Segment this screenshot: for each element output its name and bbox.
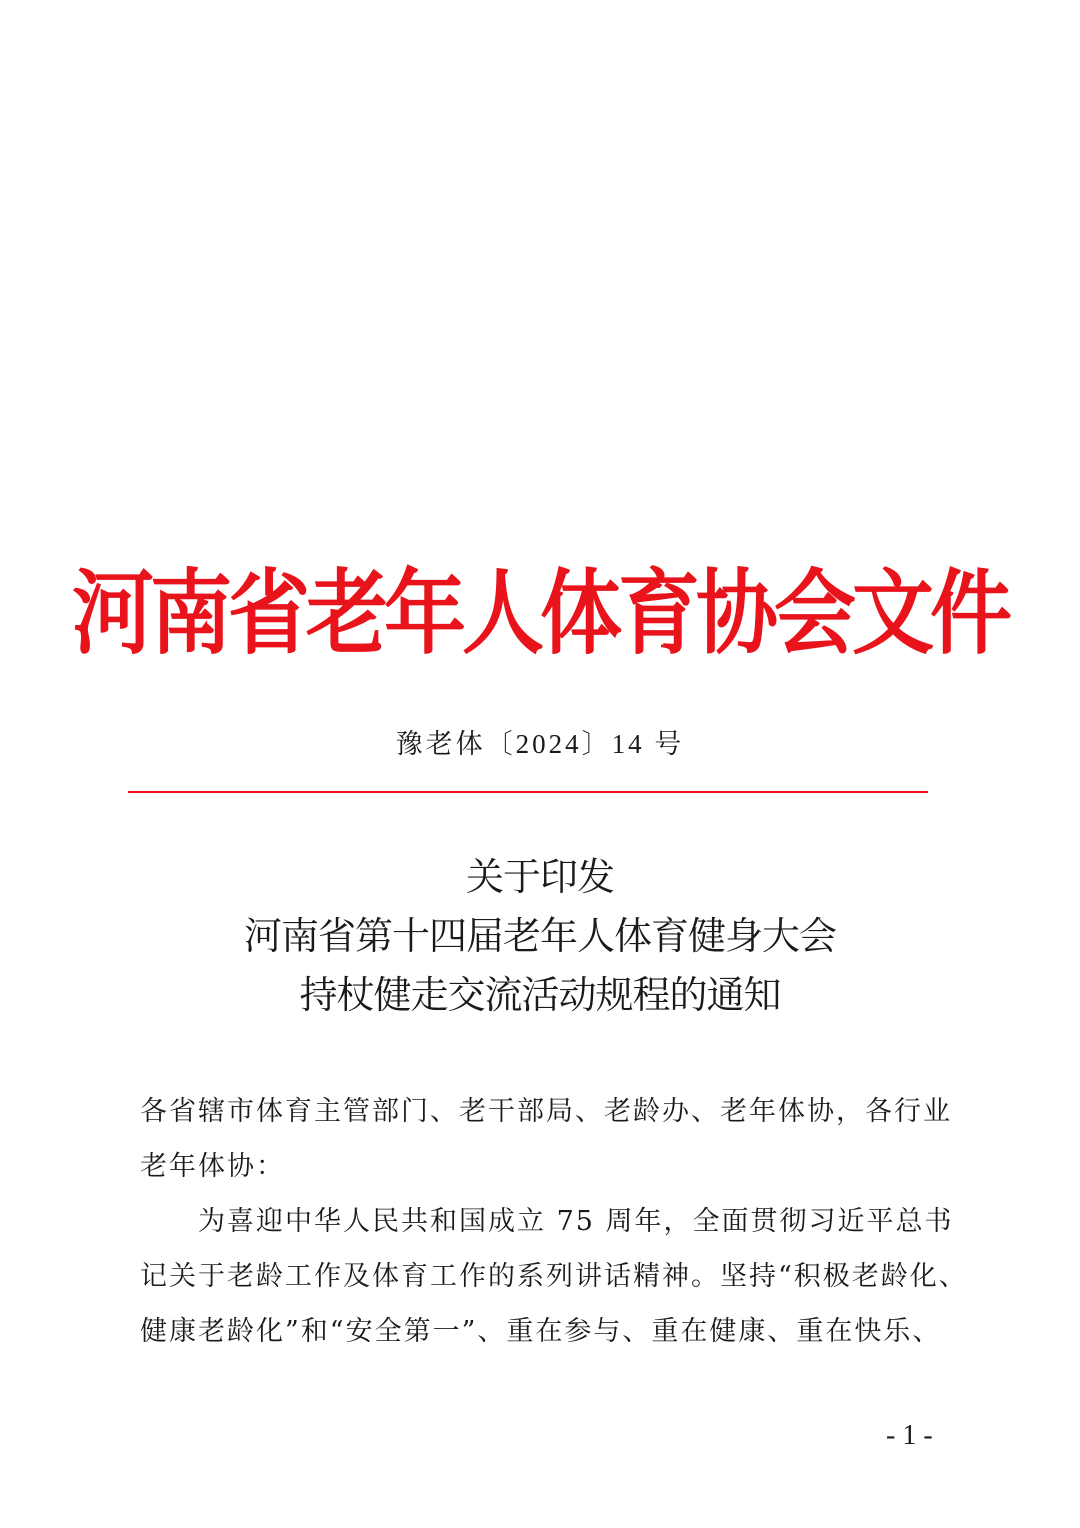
body-line-paragraph-start: 为喜迎中华人民共和国成立 75 周年，全面贯彻习近平总书: [198, 1206, 954, 1237]
body-line-addressee: 各省辖市体育主管部门、老干部局、老龄办、老年体协，各行业: [140, 1096, 952, 1127]
red-divider-line: [128, 791, 928, 793]
issuer-header-title: 河南省老年人体育协会文件: [71, 560, 1008, 668]
body-text: [140, 1084, 968, 1359]
body-line-paragraph: 健康老龄化”和“安全第一”、重在参与、重在健康、重在快乐、: [140, 1316, 942, 1347]
title-line-2: 河南省第十四届老年人体育健身大会: [243, 914, 836, 958]
title-line-1: 关于印发: [465, 855, 614, 899]
document-title: [0, 848, 1080, 1025]
title-line-3: 持杖健走交流活动规程的通知: [299, 973, 781, 1017]
page-number: - 1 -: [886, 1420, 933, 1451]
body-line-addressee-cont: 老年体协：: [140, 1151, 285, 1182]
body-line-paragraph: 记关于老龄工作及体育工作的系列讲话精神。坚持“积极老龄化、: [140, 1261, 968, 1292]
document-number: 豫老体〔2024〕14 号: [395, 729, 685, 759]
